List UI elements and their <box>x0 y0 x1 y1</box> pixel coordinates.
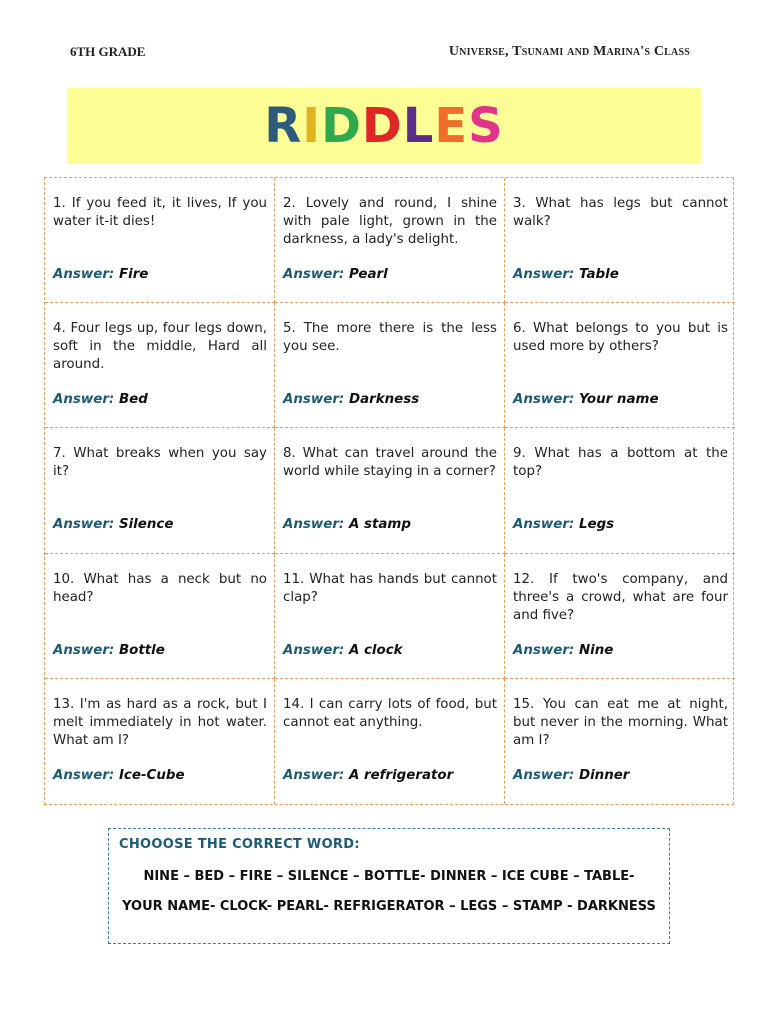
riddle-cell <box>275 679 505 804</box>
answer-label: Answer: <box>513 267 575 282</box>
riddle-answer <box>53 768 185 783</box>
riddle-cell <box>45 554 275 679</box>
riddle-cell <box>45 679 275 804</box>
word-bank-box <box>108 828 670 944</box>
riddle-question: 7. What breaks when you say it? <box>53 446 267 480</box>
title-banner <box>67 88 701 164</box>
riddle-cell <box>275 303 505 428</box>
title-letter: L <box>402 98 435 154</box>
answer-label: Answer: <box>53 392 115 408</box>
riddle-question: 4. Four legs up, four legs down, soft in the middle, Hard all around. <box>53 321 267 373</box>
riddle-question: 10. What has a neck but no head? <box>53 571 267 605</box>
riddle-question: 13. I'm as hard as a rock, but I melt immediately in hot water. What am I? <box>53 696 267 748</box>
title-letter: D <box>361 98 403 154</box>
riddle-cell <box>505 554 735 679</box>
riddle-answer <box>53 267 148 282</box>
answer-value: Darkness <box>348 392 420 408</box>
answer-label: Answer: <box>513 392 575 408</box>
title-letter: D <box>321 98 362 154</box>
answer-value: Bed <box>118 392 148 408</box>
answer-value: Your name <box>578 392 659 408</box>
riddle-answer <box>513 768 629 783</box>
riddle-answer <box>513 643 613 658</box>
riddle-question: 12. If two's company, and three's a crowd, what are four and five? <box>513 571 728 623</box>
riddle-answer <box>53 392 148 407</box>
riddle-question: 15. You can eat me at night, but never in the morning. What am I? <box>513 696 728 748</box>
page-title <box>264 98 504 154</box>
riddle-cell <box>45 178 275 303</box>
riddle-question: 1. If you feed it, it lives, If you water it-it dies! <box>53 196 267 229</box>
answer-value: Silence <box>118 517 174 533</box>
riddle-cell <box>45 303 275 428</box>
answer-label: Answer: <box>283 517 345 533</box>
riddle-cell <box>45 428 275 553</box>
answer-label: Answer: <box>283 642 345 658</box>
word-bank-line: NINE – BED – FIRE – SILENCE – BOTTLE- DINNER – ICE CUBE – TABLE- <box>143 869 635 884</box>
riddle-question: 3. What has legs but cannot walk? <box>513 196 728 229</box>
riddle-answer <box>283 392 419 407</box>
riddle-cell <box>505 428 735 553</box>
riddle-answer <box>513 392 659 407</box>
answer-label: Answer: <box>53 267 115 282</box>
riddle-cell <box>275 554 505 679</box>
answer-value: Pearl <box>348 267 388 282</box>
grade-label: 6TH GRADE <box>70 44 146 59</box>
answer-value: Bottle <box>118 642 165 658</box>
answer-value: Fire <box>118 267 149 282</box>
riddle-question: 2. Lovely and round, I shine with pale light, grown in the darkness, a lady's delight. <box>283 196 497 247</box>
title-letter: R <box>264 98 303 154</box>
word-bank-line: YOUR NAME- CLOCK- PEARL- REFRIGERATOR – LEGS – STAMP - DARKNESS <box>122 899 656 914</box>
riddle-answer <box>283 768 453 783</box>
riddle-cell <box>275 178 505 303</box>
riddle-cell <box>505 178 735 303</box>
title-letter: I <box>302 98 322 154</box>
answer-value: A stamp <box>348 517 411 533</box>
riddle-question: 6. What belongs to you but is used more by others? <box>513 321 728 355</box>
answer-label: Answer: <box>53 642 115 658</box>
riddle-cell <box>275 428 505 553</box>
answer-value: Ice-Cube <box>118 767 185 783</box>
answer-label: Answer: <box>283 267 345 282</box>
answer-label: Answer: <box>53 767 115 783</box>
word-bank-title: CHOOOSE THE CORRECT WORD: <box>119 837 360 852</box>
riddle-question: 14. I can carry lots of food, but cannot eat anything. <box>283 696 497 730</box>
riddle-answer <box>53 643 165 658</box>
title-letter: S <box>468 98 504 154</box>
answer-label: Answer: <box>283 392 345 408</box>
riddle-cell <box>505 303 735 428</box>
answer-value: A clock <box>348 642 403 658</box>
answer-value: Nine <box>578 642 614 658</box>
riddle-answer <box>283 643 403 658</box>
answer-value: Legs <box>578 517 615 533</box>
answer-value: Table <box>578 267 619 282</box>
answer-label: Answer: <box>53 517 115 533</box>
riddle-question: 11. What has hands but cannot clap? <box>283 571 497 605</box>
riddle-answer <box>283 517 411 532</box>
riddle-answer <box>513 267 619 282</box>
riddle-question: 5. The more there is the less you see. <box>283 321 497 355</box>
riddle-answer <box>513 517 614 532</box>
answer-value: A refrigerator <box>348 767 454 783</box>
riddle-cell <box>505 679 735 804</box>
answer-value: Dinner <box>578 767 630 783</box>
answer-label: Answer: <box>513 767 575 783</box>
class-name: Universe, Tsunami and Marina's Class <box>448 44 690 59</box>
riddle-question: 9. What has a bottom at the top? <box>513 446 728 480</box>
answer-label: Answer: <box>283 767 345 783</box>
riddle-answer <box>53 517 173 532</box>
answer-label: Answer: <box>513 642 575 658</box>
title-letter: E <box>434 98 469 154</box>
riddle-question: 8. What can travel around the world while staying in a corner? <box>283 446 497 480</box>
riddle-grid <box>44 177 734 805</box>
answer-label: Answer: <box>513 517 575 533</box>
riddle-answer <box>283 267 388 282</box>
